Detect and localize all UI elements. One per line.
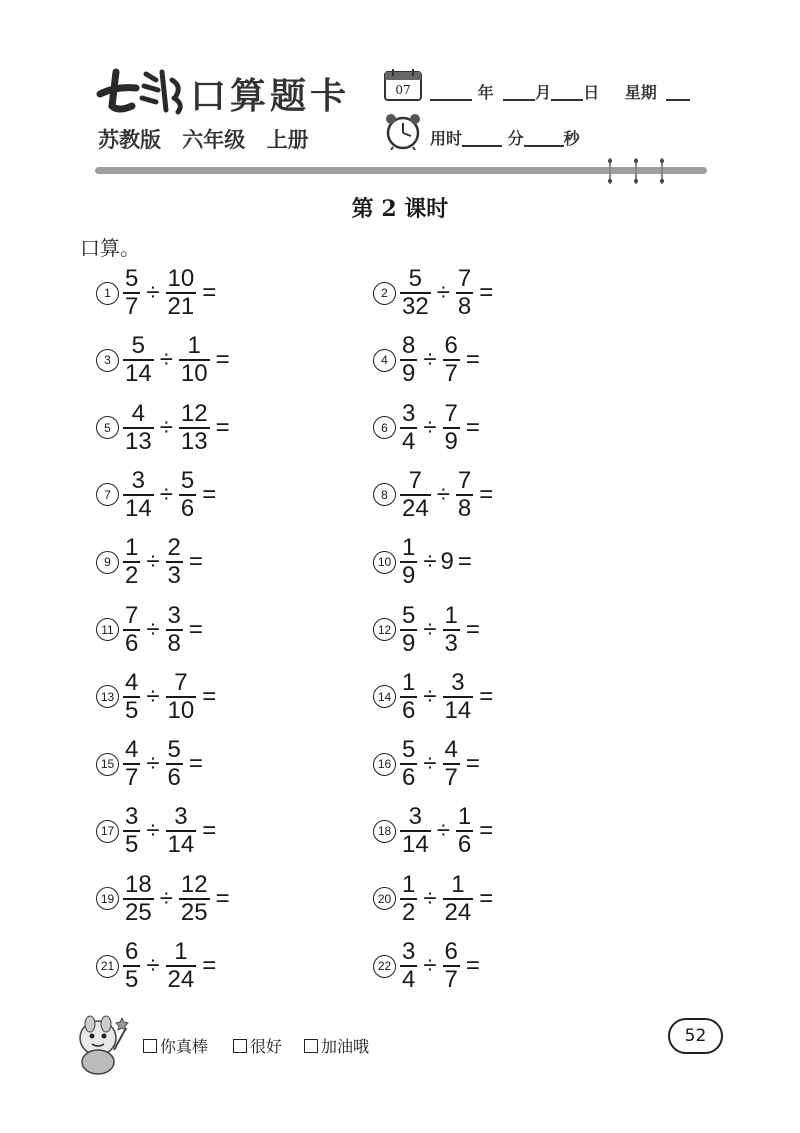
dividend-fraction [123, 535, 140, 589]
equals-sign: = [465, 750, 480, 778]
denominator: 24 [402, 494, 429, 522]
dividend-fraction [123, 804, 140, 858]
denominator: 6 [125, 629, 139, 657]
edition-label: 苏教版 六年级 上册 [98, 128, 309, 152]
seconds-blank[interactable] [524, 145, 564, 147]
divisor-fraction [456, 468, 473, 522]
numerator: 5 [167, 736, 181, 764]
day-blank[interactable] [551, 99, 583, 101]
problem-item [373, 468, 497, 522]
dividend-fraction [400, 737, 417, 791]
dividend-fraction [123, 468, 154, 522]
denominator: 3 [167, 562, 181, 590]
divide-sign: ÷ [146, 750, 160, 778]
denominator: 7 [444, 764, 458, 792]
problem-item [373, 737, 484, 791]
numerator: 7 [125, 601, 139, 629]
divide-sign: ÷ [146, 279, 160, 306]
denominator: 7 [444, 966, 458, 993]
numerator: 1 [402, 668, 416, 696]
page-number: 52 [668, 1018, 723, 1054]
problem-item [96, 401, 234, 455]
problem-number: 21 [96, 955, 119, 978]
dividend-fraction [400, 266, 431, 320]
instruction: 口算。 [80, 236, 140, 260]
denominator: 2 [402, 898, 416, 926]
problem-number: 4 [373, 349, 396, 372]
divisor-fraction [166, 603, 183, 657]
denominator: 25 [180, 898, 208, 926]
numerator: 5 [125, 265, 139, 292]
problem-number: 17 [96, 820, 119, 843]
divide-sign: ÷ [159, 884, 173, 912]
denominator: 3 [444, 629, 458, 657]
divide-sign: ÷ [423, 413, 437, 441]
dividend-fraction [123, 737, 140, 791]
denominator: 2 [125, 562, 139, 590]
numerator: 1 [402, 534, 416, 562]
problem-number: 9 [96, 551, 119, 574]
numerator: 6 [125, 938, 139, 965]
divide-sign: ÷ [436, 817, 450, 845]
qicai-logo [96, 66, 188, 116]
problem-item [96, 737, 207, 791]
calendar-icon [383, 68, 423, 102]
numerator: 5 [402, 601, 416, 629]
problem-number: 11 [96, 618, 119, 641]
equals-sign: = [202, 279, 217, 306]
divide-sign: ÷ [423, 346, 437, 374]
divide-sign: ÷ [146, 548, 160, 576]
denominator: 6 [180, 494, 195, 522]
year-blank[interactable] [430, 99, 472, 101]
dividend-fraction [123, 266, 140, 320]
problem-item [96, 670, 220, 724]
problem-item [373, 401, 484, 455]
dividend-fraction [400, 401, 417, 455]
divisor-fraction [443, 872, 474, 926]
divisor-fraction [166, 670, 197, 724]
numerator: 3 [131, 466, 146, 494]
denominator: 4 [402, 966, 416, 993]
dividend-fraction [400, 333, 417, 387]
dividend-fraction [400, 603, 417, 657]
numerator: 3 [402, 938, 416, 965]
dividend-fraction [123, 939, 140, 993]
dividend-fraction [123, 333, 154, 387]
numerator: 3 [408, 803, 423, 831]
equals-sign: = [465, 413, 480, 441]
numerator: 2 [167, 534, 181, 562]
equals-sign: = [465, 615, 480, 643]
header-divider [95, 167, 707, 174]
problem-item [373, 670, 497, 724]
numerator: 7 [457, 265, 472, 292]
equals-sign: = [479, 279, 494, 306]
mascot-illustration [68, 1010, 134, 1076]
denominator: 8 [457, 293, 472, 320]
numerator: 4 [444, 736, 458, 764]
equals-sign: = [479, 884, 494, 912]
divide-sign: ÷ [146, 817, 160, 845]
denominator: 7 [125, 293, 139, 320]
denominator: 24 [167, 966, 195, 993]
numerator: 7 [457, 466, 472, 494]
divisor-fraction [166, 737, 183, 791]
divisor-fraction [179, 401, 210, 455]
denominator: 14 [167, 831, 195, 859]
equals-sign: = [215, 413, 230, 441]
divisor-fraction [443, 939, 460, 993]
denominator: 9 [402, 629, 416, 657]
denominator: 10 [180, 360, 208, 388]
divisor-fraction [179, 872, 210, 926]
lesson-title: 第 2 课时 [351, 196, 449, 222]
divisor-fraction [179, 333, 210, 387]
equals-sign: = [215, 346, 230, 374]
divisor-fraction [456, 804, 473, 858]
rating-checkbox[interactable] [233, 1039, 247, 1053]
problem-item [96, 872, 234, 926]
problem-number: 10 [373, 551, 396, 574]
divisor-fraction [166, 266, 197, 320]
denominator: 14 [444, 696, 472, 724]
problem-item [373, 872, 497, 926]
problem-number: 16 [373, 753, 396, 776]
binder-ring-icon [634, 158, 638, 184]
divisor-whole-number: 9 [440, 548, 454, 576]
brand-name: 口算题卡 [190, 76, 351, 117]
numerator: 6 [444, 938, 458, 965]
problem-item [96, 333, 234, 387]
divisor-fraction [456, 266, 473, 320]
divisor-fraction [443, 670, 474, 724]
problem-item [96, 603, 207, 657]
weekday-blank[interactable] [666, 99, 690, 101]
alarm-clock-icon [383, 112, 423, 150]
problem-item [373, 535, 476, 589]
dividend-fraction [400, 468, 431, 522]
numerator: 10 [167, 265, 195, 292]
numerator: 8 [402, 332, 416, 360]
divisor-fraction [179, 468, 196, 522]
dividend-fraction [400, 535, 417, 589]
problem-item [373, 939, 484, 993]
month-blank[interactable] [503, 99, 535, 101]
numerator: 4 [125, 668, 139, 696]
denominator: 6 [402, 696, 416, 724]
denominator: 5 [125, 966, 139, 993]
numerator: 7 [408, 466, 423, 494]
equals-sign: = [188, 750, 203, 778]
problem-item [96, 939, 220, 993]
problem-number: 18 [373, 820, 396, 843]
problem-item [373, 804, 497, 858]
equals-sign: = [479, 480, 494, 508]
problem-number: 8 [373, 483, 396, 506]
numerator: 5 [408, 265, 423, 292]
problem-item [96, 535, 207, 589]
numerator: 1 [125, 534, 139, 562]
numerator: 1 [451, 870, 465, 898]
numerator: 6 [444, 332, 458, 360]
denominator: 9 [444, 427, 458, 455]
numerator: 1 [457, 803, 472, 831]
divide-sign: ÷ [146, 615, 160, 643]
problem-number: 12 [373, 618, 396, 641]
date-fill-line: 年 月 日 星期 [430, 80, 690, 103]
divide-sign: ÷ [436, 480, 450, 508]
svg-text:七彩: 七彩 [142, 99, 147, 101]
numerator: 4 [125, 736, 139, 764]
dividend-fraction [400, 872, 417, 926]
problem-item [96, 468, 220, 522]
time-fill-line: 用时 分 秒 [430, 129, 580, 148]
problem-number: 3 [96, 349, 119, 372]
problem-number: 1 [96, 282, 119, 305]
dividend-fraction [123, 603, 140, 657]
dividend-fraction [123, 401, 154, 455]
numerator: 3 [451, 668, 465, 696]
problem-number: 6 [373, 416, 396, 439]
problem-item [373, 266, 497, 320]
divisor-fraction [166, 939, 197, 993]
divide-sign: ÷ [423, 682, 437, 710]
equals-sign: = [202, 952, 217, 979]
denominator: 14 [125, 360, 152, 388]
divide-sign: ÷ [159, 413, 173, 441]
problem-number: 19 [96, 887, 119, 910]
numerator: 7 [444, 399, 458, 427]
problem-number: 7 [96, 483, 119, 506]
divide-sign: ÷ [159, 346, 173, 374]
numerator: 12 [180, 399, 208, 427]
divide-sign: ÷ [146, 952, 160, 979]
numerator: 7 [174, 668, 188, 696]
problem-number: 2 [373, 282, 396, 305]
rating-option-good[interactable]: 很好 [233, 1034, 282, 1057]
problem-number: 14 [373, 685, 396, 708]
numerator: 4 [131, 399, 146, 427]
denominator: 9 [402, 360, 416, 388]
problem-number: 15 [96, 753, 119, 776]
equals-sign: = [202, 480, 217, 508]
denominator: 13 [180, 427, 208, 455]
equals-sign: = [202, 682, 217, 710]
numerator: 3 [174, 803, 188, 831]
problem-item [96, 266, 220, 320]
divisor-fraction [443, 333, 460, 387]
calendar-day: 07 [395, 83, 411, 97]
binder-ring-icon [608, 158, 612, 184]
numerator: 3 [167, 601, 181, 629]
equals-sign: = [479, 682, 494, 710]
equals-sign: = [202, 817, 217, 845]
divide-sign: ÷ [423, 548, 437, 576]
dividend-fraction [400, 670, 417, 724]
numerator: 5 [402, 736, 416, 764]
numerator: 1 [444, 601, 458, 629]
equals-sign: = [188, 548, 203, 576]
denominator: 8 [167, 629, 181, 657]
problem-number: 13 [96, 685, 119, 708]
numerator: 5 [131, 332, 146, 360]
denominator: 21 [167, 293, 195, 320]
dividend-fraction [123, 670, 140, 724]
numerator: 1 [402, 870, 416, 898]
numerator: 1 [174, 938, 188, 965]
rating-option-great[interactable]: 你真棒 [143, 1034, 208, 1057]
denominator: 24 [444, 898, 472, 926]
dividend-fraction [400, 804, 431, 858]
divide-sign: ÷ [423, 750, 437, 778]
divide-sign: ÷ [436, 279, 450, 306]
numerator: 5 [180, 466, 195, 494]
equals-sign: = [465, 346, 480, 374]
denominator: 13 [125, 427, 152, 455]
numerator: 1 [187, 332, 201, 360]
equals-sign: = [215, 884, 230, 912]
denominator: 8 [457, 494, 472, 522]
denominator: 6 [167, 764, 181, 792]
rating-checkbox[interactable] [304, 1039, 318, 1053]
divide-sign: ÷ [423, 615, 437, 643]
denominator: 14 [125, 494, 152, 522]
divide-sign: ÷ [146, 682, 160, 710]
divide-sign: ÷ [423, 884, 437, 912]
denominator: 5 [125, 696, 139, 724]
divide-sign: ÷ [159, 480, 173, 508]
denominator: 9 [402, 562, 416, 590]
rating-option-keep-going[interactable]: 加油哦 [304, 1034, 369, 1057]
binder-ring-icon [660, 158, 664, 184]
denominator: 5 [125, 831, 139, 859]
divisor-fraction [443, 401, 460, 455]
equals-sign: = [457, 548, 472, 576]
problem-item [96, 804, 220, 858]
denominator: 10 [167, 696, 195, 724]
denominator: 7 [125, 764, 139, 792]
denominator: 25 [125, 898, 152, 926]
numerator: 18 [125, 870, 152, 898]
divisor-fraction [166, 535, 183, 589]
equals-sign: = [479, 817, 494, 845]
divisor-fraction [443, 737, 460, 791]
denominator: 14 [402, 831, 429, 859]
minutes-blank[interactable] [462, 145, 502, 147]
equals-sign: = [188, 615, 203, 643]
problem-number: 22 [373, 955, 396, 978]
divisor-fraction [166, 804, 197, 858]
denominator: 7 [444, 360, 458, 388]
denominator: 6 [402, 764, 416, 792]
divisor-fraction [443, 603, 460, 657]
numerator: 12 [180, 870, 208, 898]
problem-item [373, 603, 484, 657]
problem-number: 5 [96, 416, 119, 439]
numerator: 3 [125, 803, 139, 831]
dividend-fraction [123, 872, 154, 926]
divide-sign: ÷ [423, 952, 437, 979]
denominator: 32 [402, 293, 429, 320]
equals-sign: = [465, 952, 480, 979]
dividend-fraction [400, 939, 417, 993]
denominator: 4 [402, 427, 416, 455]
numerator: 3 [402, 399, 416, 427]
problem-item [373, 333, 484, 387]
problem-number: 20 [373, 887, 396, 910]
rating-checkbox[interactable] [143, 1039, 157, 1053]
denominator: 6 [457, 831, 472, 859]
